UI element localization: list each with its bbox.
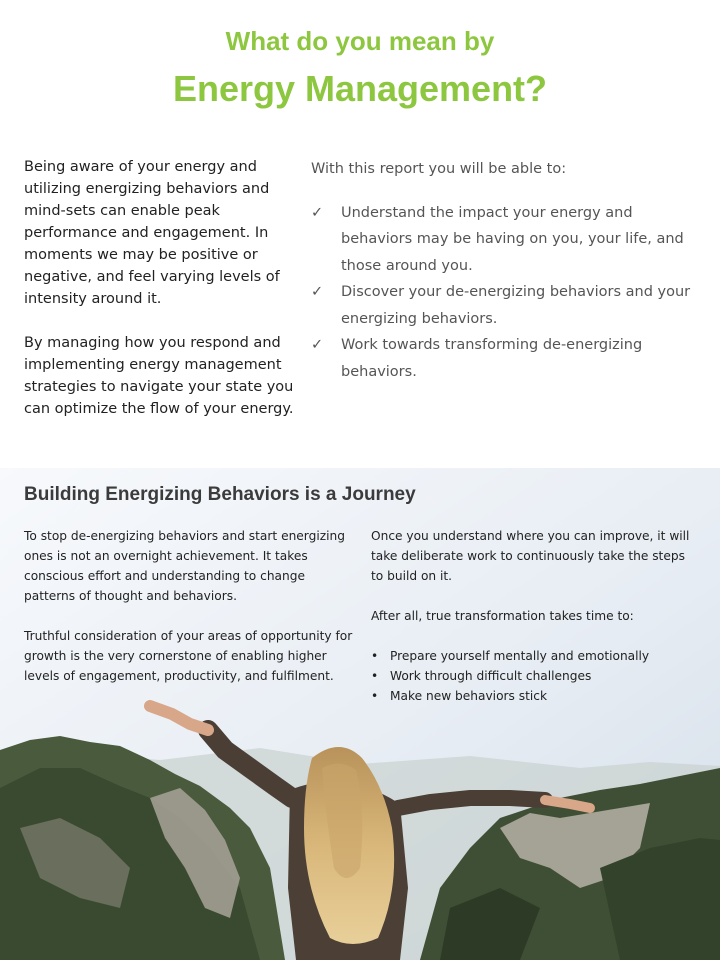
benefit-text: Discover your de-energizing behaviors and your energizing behaviors.: [341, 284, 691, 327]
benefit-list: [311, 200, 696, 386]
journey-paragraph-3: Once you understand where you can improve, it will take deliberate work to continuously take the steps to build on it.: [371, 529, 690, 583]
list-item: [311, 332, 696, 385]
bullet-icon: •: [371, 669, 379, 683]
journey-paragraph-1: To stop de-energizing behaviors and start energizing ones is not an overnight achievement. It takes conscious effort and understanding to change patterns of thought and behaviors.: [24, 529, 345, 603]
journey-right-column: [371, 526, 701, 706]
journey-section: [0, 468, 720, 960]
list-item: [371, 686, 701, 706]
journey-paragraph-2: Truthful consideration of your areas of opportunity for growth is the very cornerstone of enabling higher levels of engagement, productivity, and fulfilment.: [24, 629, 353, 683]
list-item: [311, 200, 696, 280]
bullet-icon: •: [371, 649, 379, 663]
journey-heading: Building Energizing Behaviors is a Journey: [24, 484, 416, 505]
benefit-text: Understand the impact your energy and behaviors may be having on you, your life, and those around you.: [341, 204, 684, 274]
journey-left-column: [24, 526, 354, 706]
list-item: [371, 646, 701, 666]
intro-left-column: [24, 156, 299, 442]
page-title-line1: What do you mean by: [225, 26, 495, 56]
bullet-text: Prepare yourself mentally and emotionally: [390, 649, 650, 663]
journey-paragraph-4: After all, true transformation takes time to:: [371, 609, 634, 623]
report-lead: With this report you will be able to:: [311, 161, 567, 177]
bullet-text: Make new behaviors stick: [390, 689, 548, 703]
bullet-text: Work through difficult challenges: [390, 669, 592, 683]
checkmark-icon: ✓: [311, 204, 324, 221]
checkmark-icon: ✓: [311, 337, 324, 353]
page-title-line2: Energy Management?: [172, 68, 548, 109]
transformation-list: [371, 646, 701, 706]
intro-paragraph-2: By managing how you respond and implementing energy management strategies to navigate your state you can optimize the flow of your energy.: [24, 335, 294, 417]
benefit-text: Work towards transforming de-energizing behaviors.: [341, 337, 643, 380]
intro-paragraph-1: Being aware of your energy and utilizing energizing behaviors and mind-sets can enable peak performance and engagement. In moments we may be positive or negative, and feel varying levels of intensity around it.: [24, 159, 280, 307]
list-item: [371, 666, 701, 686]
list-item: [311, 279, 696, 332]
checkmark-icon: ✓: [311, 284, 324, 300]
intro-right-column: [311, 156, 696, 385]
bullet-icon: •: [371, 689, 379, 703]
